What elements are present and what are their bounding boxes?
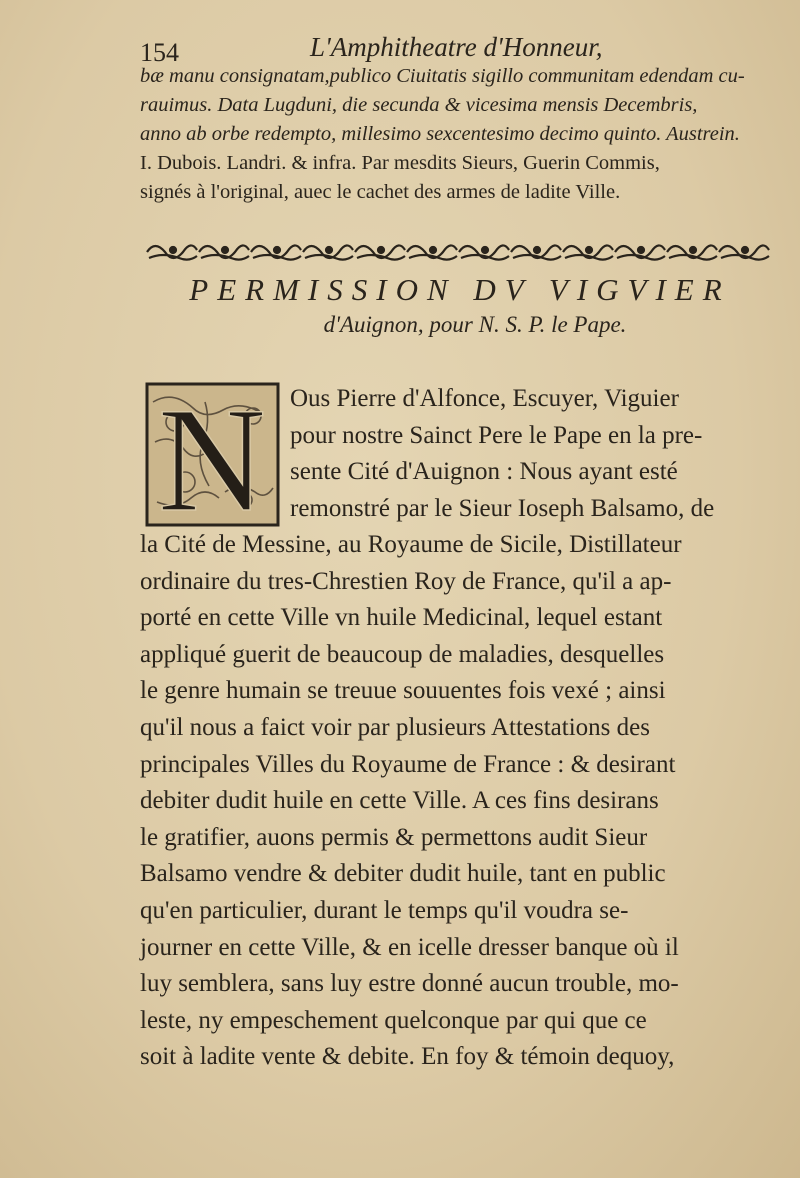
body-line: soit à ladite vente & debite. En foy & témoin dequoy, bbox=[140, 1043, 675, 1071]
body-line: debiter dudit huile en cette Ville. A ces fins desirans bbox=[140, 787, 659, 815]
body-line: leste, ny empeschement quelconque par qui que ce bbox=[140, 1006, 647, 1034]
body-line: principales Villes du Royaume de France : & desirant bbox=[140, 750, 676, 778]
body-paragraph-first-lines bbox=[290, 381, 780, 527]
body-line: Ous Pierre d'Alfonce, Escuyer, Viguier bbox=[290, 385, 679, 412]
intro-line: anno ab orbe redempto, millesimo sexcentesimo decimo quinto. Austrein. bbox=[140, 123, 740, 145]
intro-line: signés à l'original, auec le cachet des armes de ladite Ville. bbox=[140, 181, 621, 203]
body-line: appliqué guerit de beaucoup de maladies, desquelles bbox=[140, 640, 665, 668]
heading-subtitle: d'Auignon, pour N. S. P. le Pape. bbox=[323, 312, 627, 337]
intro-line: rauimus. Data Lugduni, die secunda & vicesima mensis Decembris, bbox=[140, 94, 698, 116]
page-number: 154 bbox=[140, 38, 179, 67]
body-line: porté en cette Ville vn huile Medicinal, lequel estant bbox=[140, 604, 663, 632]
body-line: qu'en particulier, durant le temps qu'il voudra se- bbox=[140, 896, 629, 924]
decorated-initial-n bbox=[145, 382, 280, 527]
heading-title: PERMISSION DV VIGVIER bbox=[189, 272, 731, 307]
running-title: L'Amphitheatre d'Honneur, bbox=[310, 32, 603, 62]
intro-line: bæ manu consignatam,publico Ciuitatis sigillo communitam edendam cu- bbox=[140, 65, 745, 87]
body-line: ordinaire du tres-Chrestien Roy de France, qu'il a ap- bbox=[140, 567, 672, 595]
body-line: la Cité de Messine, au Royaume de Sicile, Distillateur bbox=[140, 531, 682, 558]
dropcap-letter: N bbox=[157, 382, 267, 527]
body-line: Balsamo vendre & debiter dudit huile, tant en public bbox=[140, 860, 666, 888]
body-line: pour nostre Sainct Pere le Pape en la pre- bbox=[290, 421, 703, 449]
body-line: sente Cité d'Auignon : Nous ayant esté bbox=[290, 458, 678, 485]
body-line: le gratifier, auons permis & permettons audit Sieur bbox=[140, 823, 648, 851]
section-heading bbox=[140, 272, 780, 338]
ornamental-rule bbox=[145, 238, 775, 266]
body-line: qu'il nous a faict voir par plusieurs Attestations des bbox=[140, 713, 650, 741]
body-line: luy semblera, sans luy estre donné aucun trouble, mo- bbox=[140, 970, 679, 998]
body-line: le genre humain se treuue souuentes fois vexé ; ainsi bbox=[140, 677, 666, 705]
body-line: remonstré par le Sieur Ioseph Balsamo, de bbox=[290, 494, 715, 522]
intro-line: I. Dubois. Landri. & infra. Par mesdits Sieurs, Guerin Commis, bbox=[140, 152, 660, 174]
body-line: journer en cette Ville, & en icelle dresser banque où il bbox=[140, 933, 679, 961]
body-paragraph bbox=[140, 527, 780, 1076]
intro-paragraph bbox=[140, 62, 780, 207]
